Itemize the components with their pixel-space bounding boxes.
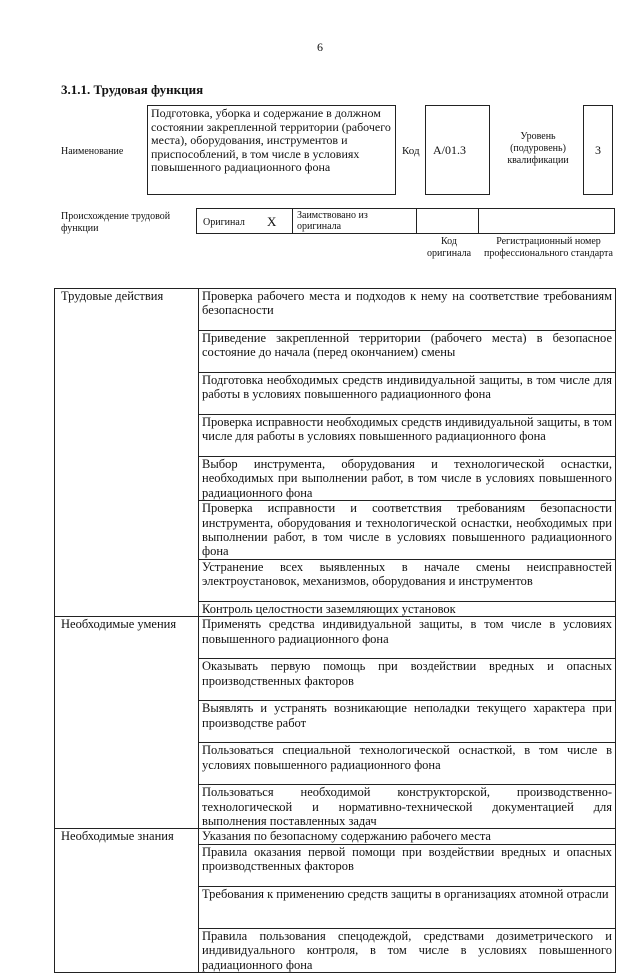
- table-cell: Устранение всех выявленных в начале смены неисправностей электроустановок, механизмов, оборудования и инструментов: [199, 559, 616, 601]
- table-cell: Проверка исправности и соответствия требованиям безопасности инструмента, оборудования и технологической оснастки, необходимых при выполнении работ, в том числе в условиях повышенного радиационного фона: [199, 501, 616, 560]
- code-label: Код: [402, 145, 420, 157]
- registration-number-caption: Регистрационный номер профессионального стандарта: [484, 236, 613, 259]
- table-cell: Выбор инструмента, оборудования и технологической оснастки, необходимых при выполнении работ, в том числе в условиях повышенного радиационного фона: [199, 457, 616, 501]
- table-cell: Правила оказания первой помощи при воздействии вредных и опасных производственных факторов: [199, 844, 616, 886]
- qualification-level-value: 3: [583, 105, 613, 195]
- section-title: 3.1.1. Трудовая функция: [61, 82, 204, 97]
- origin-original-cell: [197, 209, 293, 233]
- table-cell: Подготовка необходимых средств индивидуальной защиты, в том числе для работы в условиях повышенного радиационного фона: [199, 373, 616, 415]
- table-cell: Применять средства индивидуальной защиты, в том числе в условиях повышенного радиационного фона: [199, 617, 616, 659]
- table-cell: Проверка рабочего места и подходов к нему на соответствие требованиям безопасности: [199, 289, 616, 331]
- origin-label: Происхождение трудовой функции: [61, 211, 171, 234]
- function-details-table: [54, 288, 616, 973]
- table-cell: Требования к применению средств защиты в организациях атомной отрасли: [199, 886, 616, 928]
- table-row: [55, 617, 616, 659]
- origin-row: [196, 208, 615, 234]
- name-label: Наименование: [61, 146, 124, 157]
- labor-actions-header: Трудовые действия: [55, 289, 199, 617]
- table-cell: Приведение закрепленной территории (рабочего места) в безопасное состояние до начала (перед окончанием) смены: [199, 331, 616, 373]
- table-cell: Пользоваться специальной технологической оснасткой, в том числе в условиях повышенного радиационного фона: [199, 743, 616, 785]
- qualification-level-label: Уровень (подуровень) квалификации: [507, 131, 569, 166]
- table-cell: Правила пользования спецодеждой, средствами дозиметрического и индивидуального контроля, в том числе в условиях повышенного радиационного фона: [199, 928, 616, 972]
- origin-code-cell: [417, 209, 479, 233]
- function-code-value: A/01.3: [425, 105, 490, 195]
- origin-original-label: Оригинал: [203, 217, 245, 228]
- origin-original-mark: X: [267, 214, 277, 229]
- origin-borrowed-label: Заимствовано из оригинала: [293, 209, 417, 233]
- required-knowledge-header: Необходимые знания: [55, 829, 199, 973]
- code-original-caption: Код оригинала: [426, 236, 472, 259]
- table-cell: Проверка исправности необходимых средств индивидуальной защиты, в том числе для работы в условиях повышенного радиационного фона: [199, 415, 616, 457]
- table-cell: Пользоваться необходимой конструкторской, производственно-технологической и нормативно-технической документацией для выполнения поставленных задач: [199, 785, 616, 829]
- origin-registration-cell: [479, 209, 614, 233]
- required-skills-header: Необходимые умения: [55, 617, 199, 829]
- table-row: [55, 289, 616, 331]
- table-cell: Указания по безопасному содержанию рабочего места: [199, 829, 616, 844]
- table-cell: Выявлять и устранять возникающие неполадки текущего характера при производстве работ: [199, 701, 616, 743]
- function-name-value: Подготовка, уборка и содержание в должном состоянии закрепленной территории (рабочего места), оборудования, инструментов и приспособлений, в том числе в условиях повышенного радиационного фона: [147, 105, 396, 195]
- table-row: [55, 829, 616, 844]
- table-cell: Оказывать первую помощь при воздействии вредных и опасных производственных факторов: [199, 659, 616, 701]
- table-cell: Контроль целостности заземляющих установок: [199, 601, 616, 616]
- page-number: 6: [317, 40, 323, 54]
